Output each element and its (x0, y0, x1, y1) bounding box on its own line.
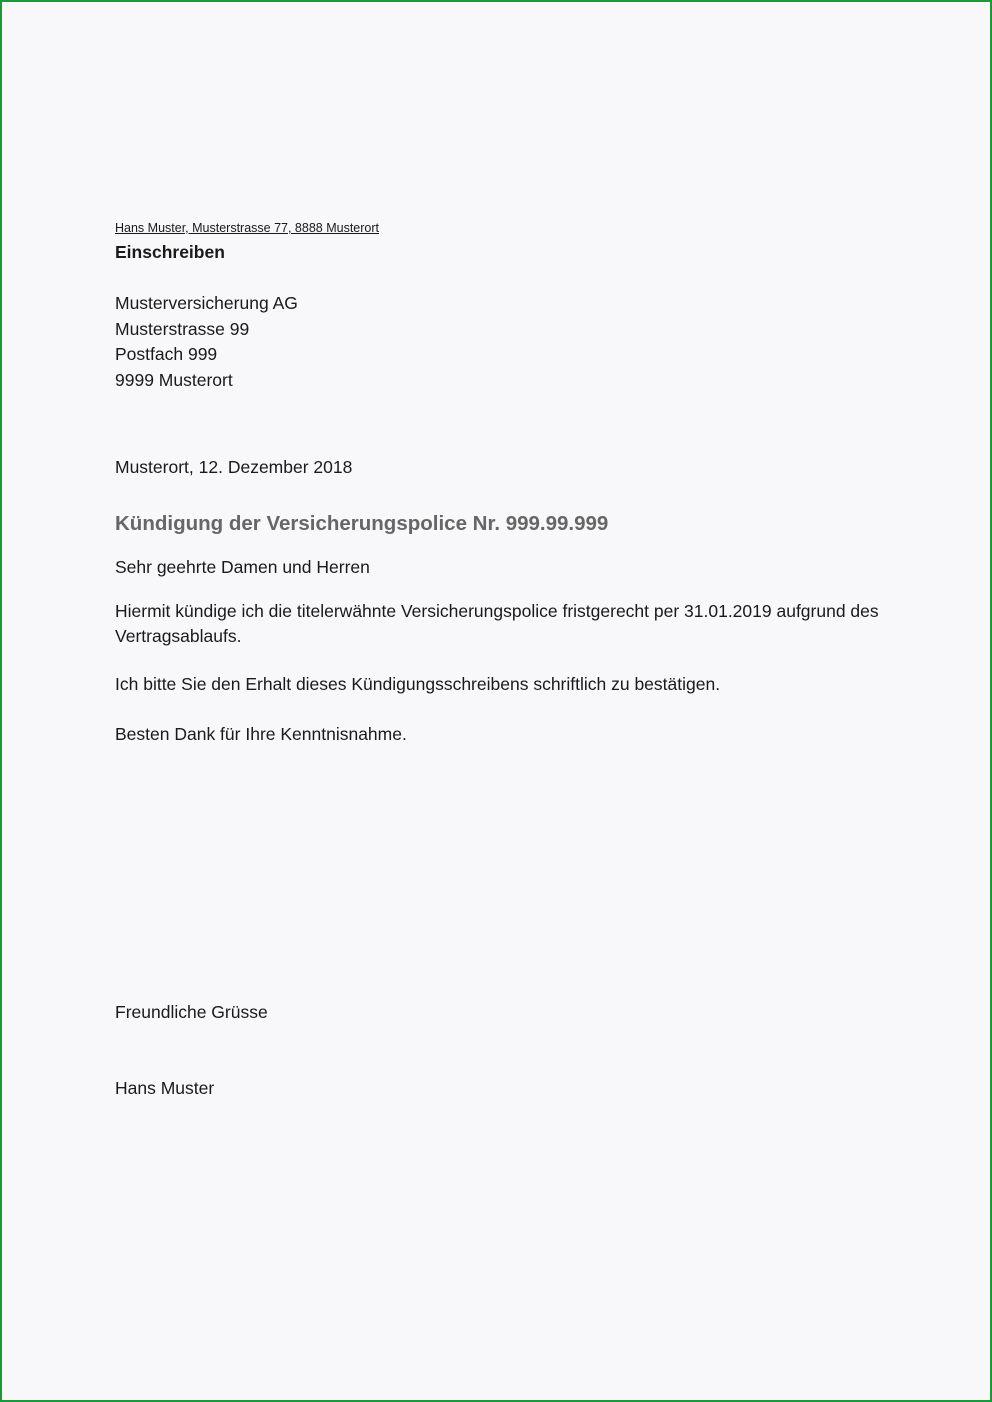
signature-name: Hans Muster (115, 1078, 215, 1098)
body-paragraph-confirmation: Ich bitte Sie den Erhalt dieses Kündigungsschreibens schriftlich zu bestätigen. (115, 674, 721, 694)
recipient-company: Musterversicherung AG (115, 293, 298, 313)
letter-subject: Kündigung der Versicherungspolice Nr. 999.99.999 (115, 512, 609, 535)
recipient-street: Musterstrasse 99 (115, 319, 250, 339)
salutation: Sehr geehrte Damen und Herren (115, 557, 370, 577)
place-and-date: Musterort, 12. Dezember 2018 (115, 457, 353, 477)
recipient-po-box: Postfach 999 (115, 344, 218, 364)
sender-address-line: Hans Muster, Musterstrasse 77, 8888 Musterort (115, 221, 379, 235)
body-paragraph-thanks: Besten Dank für Ihre Kenntnisnahme. (115, 724, 407, 744)
delivery-method: Einschreiben (115, 242, 225, 262)
closing-phrase: Freundliche Grüsse (115, 1002, 268, 1022)
body-paragraph-cancellation: Hiermit kündige ich die titelerwähnte Versicherungspolice fristgerecht per 31.01.2019 aufgrund des Vertragsablaufs. (115, 601, 879, 646)
recipient-city: 9999 Musterort (115, 370, 233, 390)
